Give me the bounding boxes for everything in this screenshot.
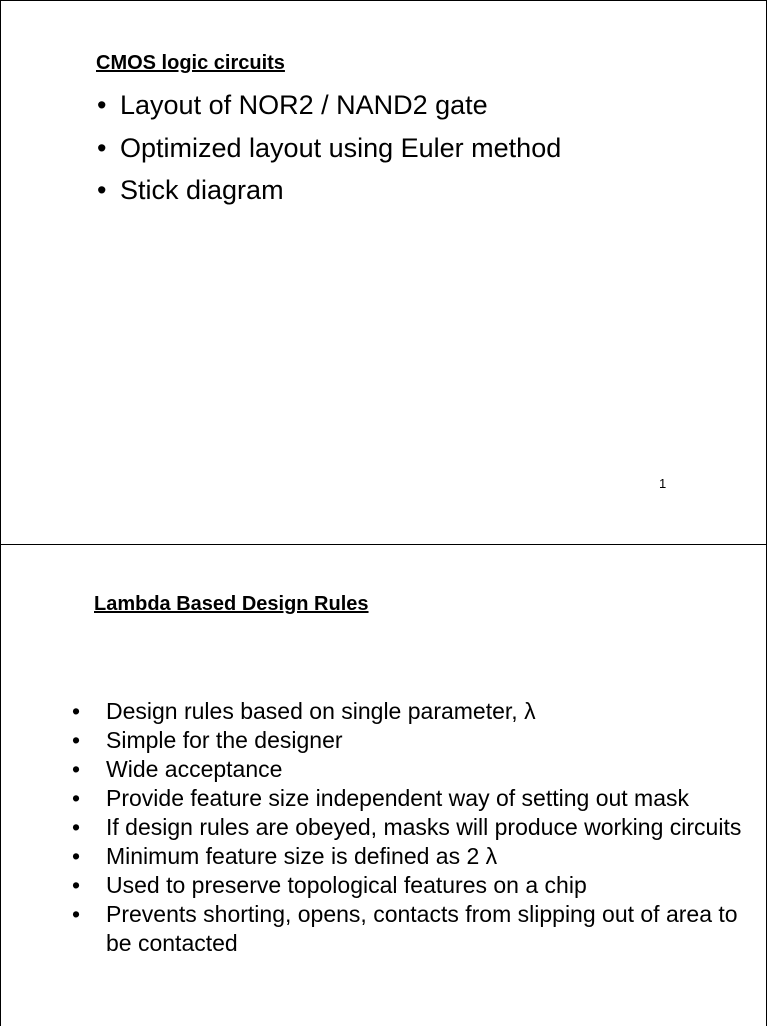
bullet-list: [72, 697, 752, 958]
bullet-text: Stick diagram: [120, 175, 284, 205]
bullet-item: [97, 174, 737, 206]
bullet-icon: •: [72, 727, 81, 753]
bullet-item: [97, 89, 737, 121]
bullet-text: Optimized layout using Euler method: [120, 132, 562, 163]
slide-2: [0, 544, 767, 1026]
bullet-icon: •: [72, 872, 81, 898]
bullet-item: [72, 726, 752, 755]
bullet-list: [97, 89, 737, 217]
bullet-item: [72, 813, 752, 842]
bullet-icon: •: [72, 901, 81, 927]
bullet-text: Provide feature size independent way of setting out mask: [106, 785, 690, 811]
bullet-text: Used to preserve topological features on a chip: [106, 872, 587, 898]
bullet-text: If design rules are obeyed, masks will produce working circuits: [106, 814, 742, 840]
bullet-icon: •: [72, 814, 81, 840]
bullet-icon: •: [72, 785, 81, 811]
bullet-icon: •: [72, 843, 81, 869]
bullet-item: [72, 842, 752, 871]
bullet-icon: •: [97, 90, 107, 120]
bullet-text: Simple for the designer: [106, 727, 343, 753]
bullet-text: Prevents shorting, opens, contacts from slipping out of area to be contacted: [106, 901, 738, 956]
bullet-item: [72, 871, 752, 900]
slide-title: Lambda Based Design Rules: [94, 593, 369, 615]
bullet-item: [72, 697, 752, 726]
page-number: 1: [659, 476, 667, 491]
bullet-text: Minimum feature size is defined as 2 λ: [106, 843, 498, 869]
bullet-text: Layout of NOR2 / NAND2 gate: [120, 90, 488, 120]
bullet-item: [72, 784, 752, 813]
bullet-icon: •: [97, 175, 107, 205]
bullet-text: Wide acceptance: [106, 756, 283, 782]
bullet-icon: •: [72, 756, 81, 782]
bullet-item: [97, 132, 737, 164]
bullet-item: [72, 900, 752, 958]
slide-title: CMOS logic circuits: [96, 52, 285, 74]
bullet-icon: •: [72, 698, 81, 724]
bullet-text: Design rules based on single parameter, λ: [106, 698, 536, 724]
bullet-icon: •: [97, 132, 107, 163]
bullet-item: [72, 755, 752, 784]
